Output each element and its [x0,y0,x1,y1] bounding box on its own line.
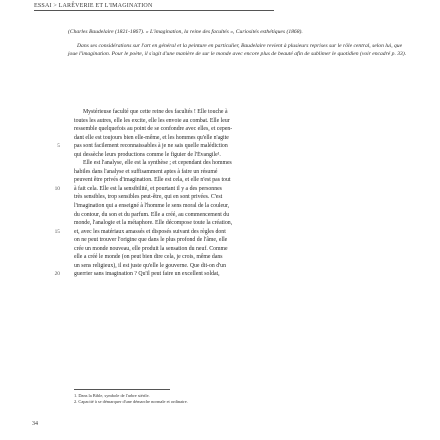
body-line: qui dessèche leurs productions comme le figuier de l'Évangile¹. [74,151,221,158]
body-line: ressemble quelquefois au point de se confondre avec elles, et cepen- [74,126,233,133]
epigraph [68,28,408,58]
body-line: toutes les autres, elle les excite, elle les envoie au combat. Elle leur [74,117,230,124]
line-number: 15 [54,228,60,235]
body-line: et, avec les matériaux amassés et disposés suivant des règles dont [74,228,226,235]
footnote-divider [74,389,170,390]
body-line: très sensibles, trop sensibles peut-être, qui en sont privées. C'est [74,194,223,201]
body-line: elle a créé le monde (on peut bien dire cela, je crois, même dans [74,254,223,261]
body-line: peuvent être privés d'imagination. Elle est cela, et elle n'est pas tout [74,177,231,184]
line-number: 20 [54,271,60,278]
body-line: l'imagination qui a enseigné à l'homme le sens moral de la couleur, [74,203,230,210]
page-number: 34 [32,421,38,427]
body-line: on ne peut trouver l'origine que dans le plus profond de l'âme, elle [74,237,228,244]
body-line: monde, l'analogie et la métaphore. Elle décompose toute la création, [74,220,233,227]
footnote: 1. Dans la Bible, symbole de l'arbre stérile. [74,393,150,398]
body-line: du contour, du son et du parfum. Elle a créé, au commencement du [74,211,230,218]
body-line: pas sont facilement reconnaissables à je ne sais quelle malédiction [74,143,228,150]
body-line: Elle est l'analyse, elle est la synthèse ; et cependant des hommes [83,160,232,167]
epigraph-quote: Dans ses considérations sur l'art en général et la peinture en particulier, Baudelaire revient à plusieurs reprises sur le rôle central, selon lui, que joue l'imagination. Pour le poète, il s'agit d'une manière de sur le monde avec encore plus de beauté afin de sublimer le quotidien (voir encadré p. 33). [68,43,407,57]
footnote: 2. Capacité à se démarquer d'une démarche normale et ordinaire. [74,399,188,404]
body-line: à fait cela. Elle est la sensibilité, et pourtant il y a des personnes [74,185,222,192]
body-line: habiles dans l'analyse et suffisamment aptes à faire un résumé [74,168,218,175]
body-line: un sens religieux), il est juste qu'elle le gouverne. Que dit-on d'un [74,262,226,269]
line-number: 5 [57,143,60,150]
footnotes [74,393,410,405]
running-head: ESSAI > LARÊVERIE ET L'IMAGINATION [34,2,274,11]
line-number: 10 [54,185,60,192]
essay-body [74,108,410,279]
body-line: Mystérieuse faculté que cette reine des facultés ! Elle touche à [83,109,228,115]
body-line: dant elle est toujours bien elle-même, et les hommes qu'elle n'agite [74,134,229,141]
body-line: guerrier sans imagination ? Qu'il peut faire un excellent soldat, [74,271,220,278]
epigraph-source: (Charles Baudelaire (1821-1867). « L'imagination, la reine des facultés », Curiosités esthétiques (1868). [68,29,303,35]
body-line: crée un monde nouveau, elle produit la sensation du neuf. Comme [74,245,228,252]
